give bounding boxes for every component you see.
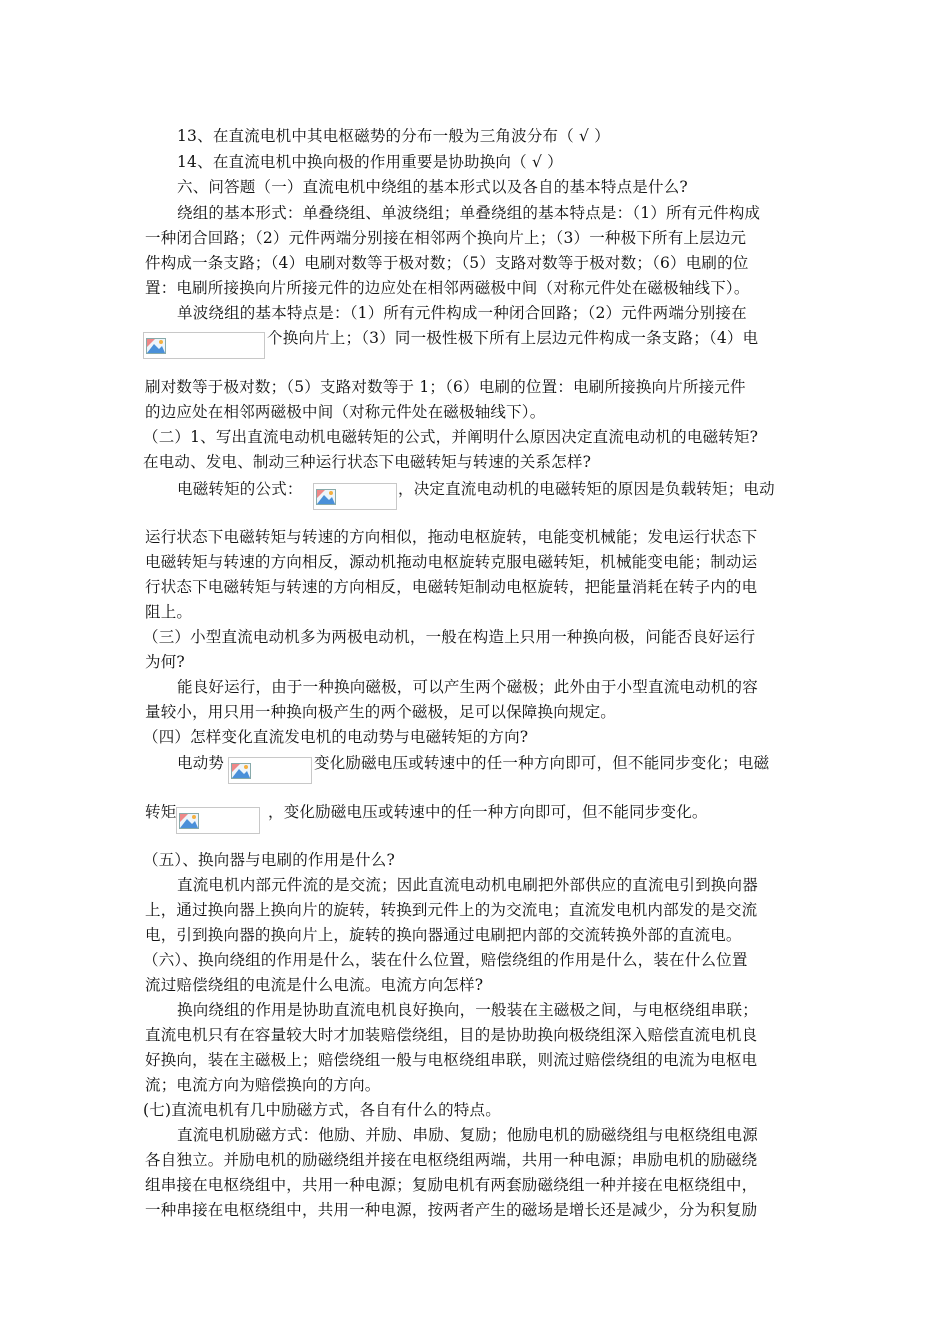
text-line: 14、在直流电机中换向极的作用重要是协助换向（ √ ）: [177, 153, 563, 171]
text-line: 组串接在电枢绕组中，共用一种电源；复励电机有两套励磁绕组一种并接在电枢绕组中，: [145, 1176, 758, 1194]
broken-image-icon: [143, 332, 265, 359]
section-heading: 流过赔偿绕组的电流是什么电流。电流方向怎样?: [145, 976, 484, 994]
section-heading: （四）怎样变化直流发电机的电动势与电磁转矩的方向?: [143, 728, 529, 746]
text-line: 直流电机只有在容量较大时才加装赔偿绕组，目的是协助换向极绕组深入赔偿直流电机良: [145, 1026, 758, 1044]
text-line: 变化励磁电压或转速中的任一种方向即可，但不能同步变化；电磁: [314, 754, 770, 772]
section-heading: （三）小型直流电动机多为两极电动机，一般在构造上只用一种换向极，问能否良好运行: [143, 628, 756, 646]
section-heading: （五）、换向器与电刷的作用是什么?: [143, 851, 395, 869]
text-line: 的边应处在相邻两磁极中间（对称元件处在磁极轴线下）。: [145, 403, 546, 421]
text-line: 转矩: [145, 803, 177, 821]
text-line: ，变化励磁电压或转速中的任一种方向即可，但不能同步变化。: [268, 803, 708, 821]
text-line: 绕组的基本形式：单叠绕组、单波绕组；单叠绕组的基本特点是：（1）所有元件构成: [177, 204, 761, 222]
broken-image-icon: [313, 483, 397, 510]
text-line: 电磁转矩与转速的方向相反，源动机拖动电枢旋转克服电磁转矩，机械能变电能；制动运: [145, 553, 758, 571]
broken-image-icon: [176, 807, 260, 834]
text-line: 上，通过换向器上换向片的旋转，转换到元件上的为交流电；直流发电机内部发的是交流: [145, 901, 758, 919]
section-heading: (七)直流电机有几中励磁方式，各自有什么的特点。: [143, 1101, 501, 1119]
text-line: 电磁转矩的公式：: [177, 480, 303, 498]
text-line: 一种闭合回路；（2）元件两端分别接在相邻两个换向片上；（3）一种极下所有上层边元: [145, 229, 747, 247]
text-line: 一种串接在电枢绕组中，共用一种电源，按两者产生的磁场是增长还是减少，分为积复励: [145, 1201, 758, 1219]
text-line: ，决定直流电动机的电磁转矩的原因是负载转矩；电动: [398, 480, 775, 498]
section-heading: （二）1、写出直流电动机电磁转矩的公式，并阐明什么原因决定直流电动机的电磁转矩?: [143, 428, 759, 446]
text-line: 好换向，装在主磁极上；赔偿绕组一般与电枢绕组串联，则流过赔偿绕组的电流为电枢电: [145, 1051, 758, 1069]
section-heading: （六）、换向绕组的作用是什么，装在什么位置，赔偿绕组的作用是什么，装在什么位置: [143, 951, 748, 969]
text-line: 直流电机内部元件流的是交流；因此直流电动机电刷把外部供应的直流电引到换向器: [177, 876, 758, 894]
text-line: 行状态下电磁转矩与转速的方向相反，电磁转矩制动电枢旋转，把能量消耗在转子内的电: [145, 578, 758, 596]
text-line: 量较小，用只用一种换向极产生的两个磁极，足可以保障换向规定。: [145, 703, 617, 721]
text-line: 置：电刷所接换向片所接元件的边应处在相邻两磁极中间（对称元件处在磁极轴线下）。: [145, 279, 750, 297]
text-line: 个换向片上；（3）同一极性极下所有上层边元件构成一条支路；（4）电: [267, 329, 759, 347]
section-heading: 为何?: [145, 653, 185, 671]
section-heading: 六、问答题（一）直流电机中绕组的基本形式以及各自的基本特点是什么?: [177, 178, 688, 196]
text-line: 各自独立。并励电机的励磁绕组并接在电枢绕组两端，共用一种电源；串励电机的励磁绕: [145, 1151, 758, 1169]
broken-image-icon: [228, 757, 312, 784]
text-line: 件构成一条支路；（4）电刷对数等于极对数；（5）支路对数等于极对数；（6）电刷的位: [145, 254, 749, 272]
text-line: 直流电机励磁方式：他励、并励、串励、复励；他励电机的励磁绕组与电枢绕组电源: [177, 1126, 758, 1144]
text-line: 能良好运行，由于一种换向磁极，可以产生两个磁极；此外由于小型直流电动机的容: [177, 678, 758, 696]
text-line: 流；电流方向为赔偿换向的方向。: [145, 1076, 381, 1094]
text-line: 阻上。: [145, 603, 193, 621]
text-line: 电，引到换向器的换向片上，旋转的换向器通过电刷把内部的交流转换外部的直流电。: [145, 926, 742, 944]
text-line: 单波绕组的基本特点是：（1）所有元件构成一种闭合回路；（2）元件两端分别接在: [177, 304, 747, 322]
text-line: 换向绕组的作用是协助直流电机良好换向，一般装在主磁极之间，与电枢绕组串联；: [177, 1001, 758, 1019]
text-line: 刷对数等于极对数；（5）支路对数等于 1；（6）电刷的位置：电刷所接换向片所接元件: [145, 378, 746, 396]
text-line: 13、在直流电机中其电枢磁势的分布一般为三角波分布（ √ ）: [177, 127, 610, 145]
text-line: 电动势: [177, 754, 225, 772]
section-heading: 在电动、发电、制动三种运行状态下电磁转矩与转速的关系怎样?: [143, 453, 592, 471]
text-line: 运行状态下电磁转矩与转速的方向相似，拖动电枢旋转，电能变机械能；发电运行状态下: [145, 528, 758, 546]
